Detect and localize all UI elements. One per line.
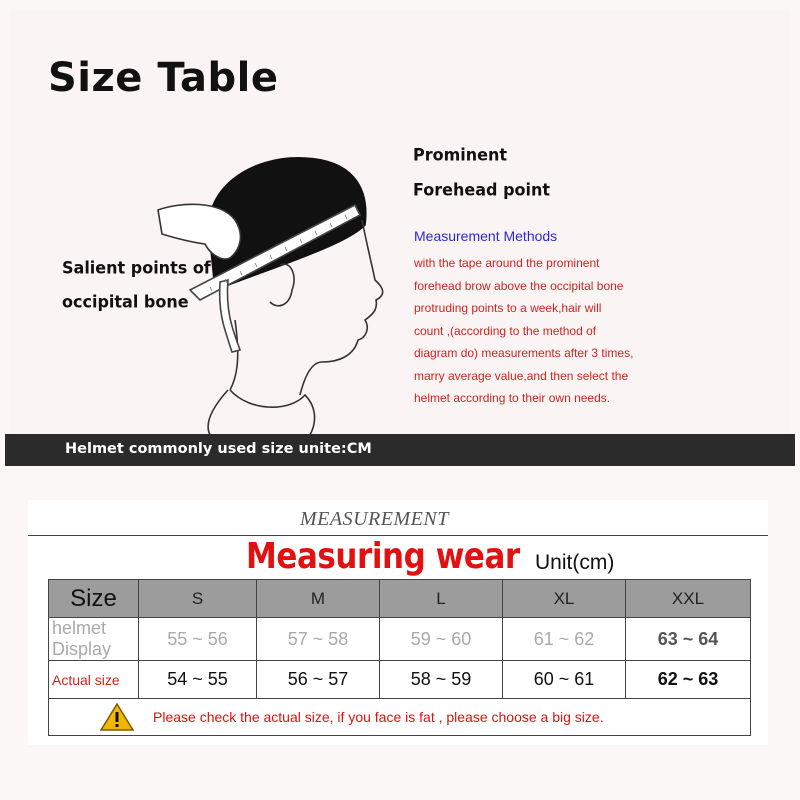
actual-size-cell: 58 ~ 59	[380, 661, 503, 699]
actual-size-cell: 56 ~ 57	[257, 661, 380, 699]
note-cell	[49, 699, 751, 736]
ear-outline	[270, 264, 294, 306]
method-line: marry average value,and then select the	[414, 368, 629, 383]
display-size-cell: 57 ~ 58	[257, 618, 380, 661]
measurement-methods-text	[414, 252, 664, 410]
actual-size-cell: 62 ~ 63	[626, 661, 751, 699]
hand-shape	[158, 204, 240, 259]
table-row	[49, 661, 751, 699]
unit-banner-text: Helmet commonly used size unite:CM	[65, 441, 372, 457]
size-column-header: XL	[503, 580, 626, 618]
display-size-cell: 61 ~ 62	[503, 618, 626, 661]
tape-end	[220, 280, 240, 352]
actual-size-row-label: Actual size	[49, 661, 139, 699]
note-row	[49, 699, 751, 736]
prominent-label: Prominent	[413, 144, 508, 165]
size-column-header: S	[139, 580, 257, 618]
warning-icon	[99, 702, 135, 732]
actual-size-cell: 54 ~ 55	[139, 661, 257, 699]
display-size-cell: 63 ~ 64	[626, 618, 751, 661]
method-line: protruding points to a week,hair will	[414, 301, 602, 315]
size-column-header: M	[257, 580, 380, 618]
method-line: diagram do) measurements after 3 times,	[414, 346, 634, 360]
method-line: count ,(according to the method of	[414, 323, 597, 338]
display-size-cell: 55 ~ 56	[139, 618, 257, 661]
display-size-cell: 59 ~ 60	[380, 618, 503, 661]
size-column-header: L	[380, 580, 503, 618]
size-header-cell: Size	[49, 580, 139, 618]
measurement-methods-title: Measurement Methods	[414, 228, 558, 244]
occipital-bone-label: occipital bone	[62, 291, 189, 312]
method-line: helmet according to their own needs.	[414, 391, 611, 405]
method-line: with the tape around the prominent	[414, 256, 600, 270]
size-column-header: XXL	[626, 580, 751, 618]
unit-banner	[5, 434, 795, 466]
measurement-heading: MEASUREMENT	[300, 508, 449, 530]
shoulder-outline	[208, 390, 314, 435]
salient-points-label: Salient points of	[62, 257, 211, 278]
table-header-row	[49, 580, 751, 618]
page-title: Size Table	[48, 55, 279, 101]
actual-size-cell: 60 ~ 61	[503, 661, 626, 699]
measuring-wear-title: Measuring wear	[246, 536, 520, 577]
size-advice-note: Please check the actual size, if you face is fat , please choose a big size.	[153, 709, 604, 725]
display-row-label: helmet Display	[49, 618, 139, 661]
unit-label: Unit(cm)	[535, 551, 615, 574]
method-line: forehead brow above the occipital bone	[414, 278, 624, 293]
forehead-point-label: Forehead point	[413, 179, 551, 200]
size-table	[48, 579, 751, 736]
table-row	[49, 618, 751, 661]
